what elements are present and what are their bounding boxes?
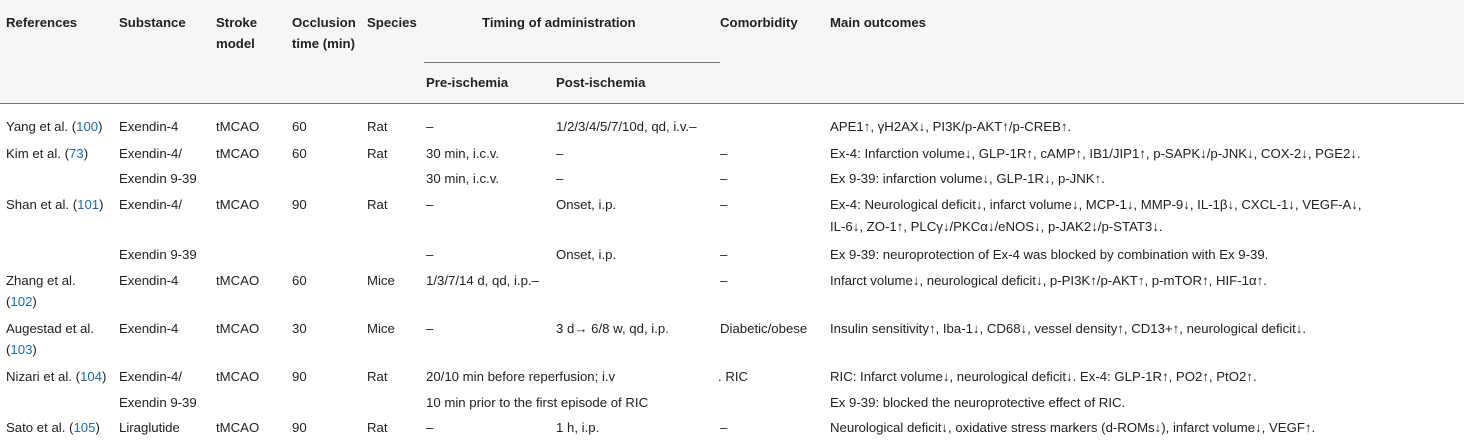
row-nizari-reference: Nizari et al. (104) <box>6 369 107 384</box>
citation-link[interactable]: 73 <box>69 146 84 161</box>
row-augestad-comorbidity: Diabetic/obese <box>720 321 808 336</box>
row-kim-reference: Kim et al. (73) <box>6 146 89 161</box>
row-nizari2-pre: 10 min prior to the first episode of RIC <box>426 395 649 410</box>
row-sato-model: tMCAO <box>216 420 260 435</box>
row-yang-post: 1/2/3/4/5/7/10d, qd, i.v.– <box>556 119 697 134</box>
header-comorbidity: Comorbidity <box>720 15 798 30</box>
row-shan-post: Onset, i.p. <box>556 197 617 212</box>
row-shan-outcome-line1: Ex-4: Neurological deficit↓, infarct volume↓, MCP-1↓, MMP-9↓, IL-1β↓, CXCL-1↓, VEGF-A↓, <box>830 197 1362 212</box>
row-augestad-outcome: Insulin sensitivity↑, Iba-1↓, CD68↓, vessel density↑, CD13+↑, neurological deficit↓. <box>830 321 1307 336</box>
row-nizari2-substance: Exendin 9-39 <box>119 395 197 410</box>
row-shan2-comorbidity: – <box>720 247 728 262</box>
row-shan2-outcome: Ex 9-39: neuroprotection of Ex-4 was blocked by combination with Ex 9-39. <box>830 247 1269 262</box>
row-zhang-substance: Exendin-4 <box>119 273 179 288</box>
header-occlusion-line1: Occlusion <box>292 15 356 30</box>
row-yang-model: tMCAO <box>216 119 260 134</box>
row-zhang-outcome: Infarct volume↓, neurological deficit↓, p-PI3K↑/p-AKT↑, p-mTOR↑, HIF-1α↑. <box>830 273 1267 288</box>
row-augestad-reference-line1: Augestad et al. <box>6 321 94 336</box>
row-shan-comorbidity: – <box>720 197 728 212</box>
header-main-outcomes: Main outcomes <box>830 15 926 30</box>
citation-link[interactable]: 102 <box>10 294 33 309</box>
row-zhang-pre: 1/3/7/14 d, qd, i.p.– <box>426 273 539 288</box>
row-sato-substance: Liraglutide <box>119 420 180 435</box>
row-zhang-reference-line1: Zhang et al. <box>6 273 76 288</box>
row-kim2-post: – <box>556 171 564 186</box>
row-yang-outcome: APE1↑, γH2AX↓, PI3K/p-AKT↑/p-CREB↑. <box>830 119 1072 134</box>
citation-link[interactable]: 101 <box>77 197 100 212</box>
row-yang-time: 60 <box>292 119 307 134</box>
row-kim-outcome: Ex-4: Infarction volume↓, GLP-1R↑, cAMP↑, IB1/JIP1↑, p-SAPK↓/p-JNK↓, COX-2↓, PGE2↓. <box>830 146 1361 161</box>
row-kim-pre: 30 min, i.c.v. <box>426 146 500 161</box>
row-kim-time: 60 <box>292 146 307 161</box>
citation-link[interactable]: 105 <box>73 420 96 435</box>
row-kim2-substance: Exendin 9-39 <box>119 171 197 186</box>
row-augestad-model: tMCAO <box>216 321 260 336</box>
row-augestad-substance: Exendin-4 <box>119 321 179 336</box>
row-sato-species: Rat <box>367 420 388 435</box>
citation-link[interactable]: 103 <box>10 342 33 357</box>
row-sato-outcome: Neurological deficit↓, oxidative stress markers (d-ROMs↓), infarct volume↓, VEGF↑. <box>830 420 1316 435</box>
row-yang-reference: Yang et al. (100) <box>6 119 103 134</box>
row-sato-comorbidity: – <box>720 420 728 435</box>
row-augestad-reference-line2: (103) <box>6 342 37 357</box>
header-stroke-model-line2: model <box>216 36 255 51</box>
row-kim-post: – <box>556 146 564 161</box>
row-kim2-pre: 30 min, i.c.v. <box>426 171 500 186</box>
row-shan-pre: – <box>426 197 434 212</box>
citation-link[interactable]: 100 <box>76 119 99 134</box>
row-yang-species: Rat <box>367 119 388 134</box>
header-post-ischemia: Post-ischemia <box>556 75 646 90</box>
row-nizari-substance: Exendin-4/ <box>119 369 183 384</box>
row-zhang-species: Mice <box>367 273 395 288</box>
row-sato-post: 1 h, i.p. <box>556 420 600 435</box>
header-bottom-rule <box>0 103 1464 104</box>
row-augestad-pre: – <box>426 321 434 336</box>
header-species: Species <box>367 15 417 30</box>
row-nizari-species: Rat <box>367 369 388 384</box>
header-stroke-model-line1: Stroke <box>216 15 258 30</box>
row-kim-model: tMCAO <box>216 146 260 161</box>
row-shan2-pre: – <box>426 247 434 262</box>
row-nizari2-outcome: Ex 9-39: blocked the neuroprotective effect of RIC. <box>830 395 1126 410</box>
row-yang-pre: – <box>426 119 434 134</box>
row-shan-time: 90 <box>292 197 307 212</box>
row-kim2-comorbidity: – <box>720 171 728 186</box>
header-substance: Substance <box>119 15 186 30</box>
row-zhang-comorbidity: – <box>720 273 728 288</box>
row-kim-species: Rat <box>367 146 388 161</box>
row-shan-species: Rat <box>367 197 388 212</box>
row-shan-substance: Exendin-4/ <box>119 197 183 212</box>
row-zhang-time: 60 <box>292 273 307 288</box>
row-nizari-model: tMCAO <box>216 369 260 384</box>
row-kim-comorbidity: – <box>720 146 728 161</box>
header-pre-ischemia: Pre-ischemia <box>426 75 509 90</box>
row-sato-reference: Sato et al. (105) <box>6 420 100 435</box>
row-augestad-post: 3 d→ 6/8 w, qd, i.p. <box>556 321 669 336</box>
row-zhang-reference-line2: (102) <box>6 294 37 309</box>
citation-link[interactable]: 104 <box>80 369 103 384</box>
row-nizari-outcome: RIC: Infarct volume↓, neurological deficit↓. Ex-4: GLP-1R↑, PO2↑, PtO2↑. <box>830 369 1257 384</box>
row-zhang-model: tMCAO <box>216 273 260 288</box>
row-shan-model: tMCAO <box>216 197 260 212</box>
row-yang-substance: Exendin-4 <box>119 119 179 134</box>
row-augestad-time: 30 <box>292 321 307 336</box>
row-sato-pre: – <box>426 420 434 435</box>
row-shan-outcome-line2: IL-6↓, ZO-1↑, PLCγ↓/PKCα↓/eNOS↓, p-JAK2↓/p-STAT3↓. <box>830 219 1163 234</box>
row-augestad-species: Mice <box>367 321 395 336</box>
row-nizari-pre: 20/10 min before reperfusion; i.v <box>426 369 616 384</box>
row-shan2-post: Onset, i.p. <box>556 247 617 262</box>
row-sato-time: 90 <box>292 420 307 435</box>
row-kim-substance: Exendin-4/ <box>119 146 183 161</box>
header-references: References <box>6 15 78 30</box>
timing-subheader-rule <box>424 62 720 63</box>
row-shan-reference: Shan et al. (101) <box>6 197 104 212</box>
row-nizari-comorbidity: . RIC <box>718 369 749 384</box>
header-timing: Timing of administration <box>482 15 636 30</box>
row-nizari-time: 90 <box>292 369 307 384</box>
header-occlusion-line2: time (min) <box>292 36 356 51</box>
row-kim2-outcome: Ex 9-39: infarction volume↓, GLP-1R↓, p-JNK↑. <box>830 171 1105 186</box>
row-shan2-substance: Exendin 9-39 <box>119 247 197 262</box>
